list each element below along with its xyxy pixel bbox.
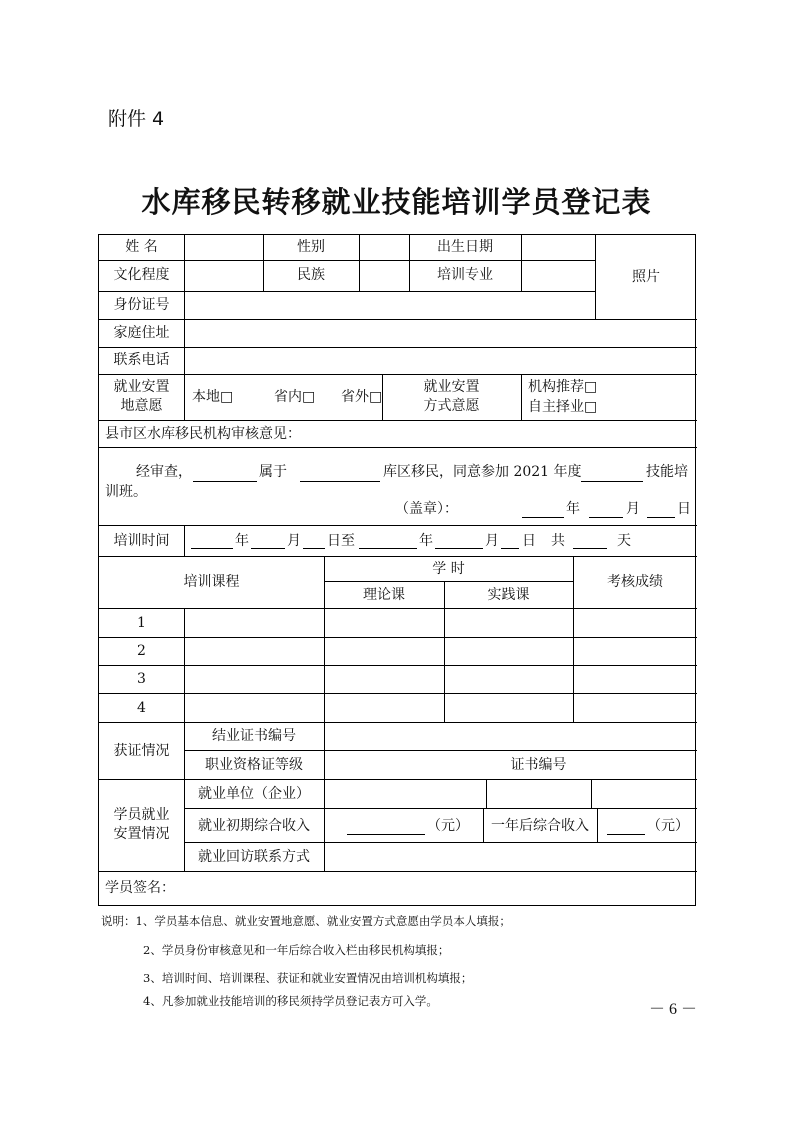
tt-day2: 日 bbox=[522, 533, 536, 549]
initial-income-underline[interactable] bbox=[347, 834, 425, 835]
tt-month2-underline[interactable] bbox=[435, 548, 483, 549]
after-year-income-label: 一年后综合收入 bbox=[491, 818, 589, 834]
birth-date-label: 出生日期 bbox=[437, 239, 493, 255]
note-line-1: 说明：1、学员基本信息、就业安置地意愿、就业安置方式意愿由学员本人填报； bbox=[101, 914, 511, 928]
course-row-number: 4 bbox=[137, 700, 146, 716]
placement-method-label-l2: 方式意愿 bbox=[423, 398, 480, 414]
review-year: 年 bbox=[566, 501, 580, 517]
name-label: 姓 名 bbox=[125, 239, 158, 255]
practice-header: 实践课 bbox=[487, 587, 530, 603]
course-row-number: 1 bbox=[137, 615, 146, 631]
registration-form bbox=[98, 234, 696, 906]
tt-year2-underline[interactable] bbox=[359, 548, 417, 549]
course-row-number: 3 bbox=[137, 671, 146, 687]
page-number: － 6 － bbox=[649, 1001, 698, 1018]
review-text-e: 训班。 bbox=[105, 484, 147, 500]
yuan-label: （元） bbox=[647, 818, 689, 834]
tt-year-underline[interactable] bbox=[191, 548, 233, 549]
option-out-province[interactable]: 省外□ bbox=[341, 389, 383, 405]
review-class-underline[interactable] bbox=[581, 481, 643, 482]
review-name-underline[interactable] bbox=[193, 481, 257, 482]
option-local[interactable]: 本地□ bbox=[192, 389, 234, 405]
hours-header: 学 时 bbox=[432, 561, 465, 577]
tt-month2: 月 bbox=[485, 533, 499, 549]
tt-days: 天 bbox=[617, 533, 631, 549]
review-text-d: 技能培 bbox=[646, 464, 688, 480]
education-label: 文化程度 bbox=[113, 267, 170, 283]
score-header: 考核成绩 bbox=[607, 574, 663, 590]
theory-header: 理论课 bbox=[363, 587, 405, 603]
home-address-label: 家庭住址 bbox=[113, 325, 170, 341]
after-year-income-underline[interactable] bbox=[607, 834, 645, 835]
review-text-c: 库区移民，同意参加 2021 年度 bbox=[383, 464, 582, 480]
employer-label: 就业单位（企业） bbox=[198, 786, 310, 802]
review-text-b: 属于 bbox=[259, 464, 287, 480]
attachment-label: 附件 4 bbox=[108, 108, 165, 130]
tt-day2-underline[interactable] bbox=[501, 548, 519, 549]
gender-label: 性别 bbox=[297, 239, 325, 255]
initial-income-label: 就业初期综合收入 bbox=[198, 818, 310, 834]
signature-label: 学员签名： bbox=[105, 880, 175, 896]
review-year-underline[interactable] bbox=[522, 517, 564, 518]
review-heading: 县市区水库移民机构审核意见： bbox=[105, 426, 301, 442]
seal-label: （盖章）： bbox=[395, 501, 458, 517]
review-reservoir-underline[interactable] bbox=[300, 481, 380, 482]
yuan-label: （元） bbox=[427, 818, 469, 834]
tt-year: 年 bbox=[235, 533, 249, 549]
tt-month-underline[interactable] bbox=[251, 548, 285, 549]
review-text-a: 经审查， bbox=[136, 464, 192, 480]
cert-no-label: 证书编号 bbox=[510, 757, 567, 773]
training-time-label: 培训时间 bbox=[113, 533, 170, 549]
qualification-level-label: 职业资格证等级 bbox=[205, 757, 303, 773]
employment-label-l2: 安置情况 bbox=[113, 826, 170, 842]
option-self-employment[interactable]: 自主择业□ bbox=[528, 399, 598, 415]
review-month: 月 bbox=[626, 501, 640, 517]
review-day: 日 bbox=[677, 501, 691, 517]
review-month-underline[interactable] bbox=[589, 517, 623, 518]
tt-day-underline[interactable] bbox=[303, 548, 325, 549]
placement-method-label-l1: 就业安置 bbox=[423, 379, 480, 395]
photo-label: 照片 bbox=[632, 269, 660, 285]
employment-label-l1: 学员就业 bbox=[113, 807, 170, 823]
training-major-label: 培训专业 bbox=[437, 267, 493, 283]
placement-region-label-l1: 就业安置 bbox=[113, 379, 170, 395]
placement-region-label-l2: 地意愿 bbox=[120, 398, 163, 414]
phone-label: 联系电话 bbox=[113, 352, 170, 368]
note-line-4: 4、凡参加就业技能培训的移民须持学员登记表方可入学。 bbox=[143, 994, 438, 1008]
course-header: 培训课程 bbox=[183, 574, 240, 590]
option-agency-recommend[interactable]: 机构推荐□ bbox=[528, 379, 598, 395]
id-number-label: 身份证号 bbox=[113, 297, 170, 313]
form-title: 水库移民转移就业技能培训学员登记表 bbox=[141, 185, 652, 219]
tt-month: 月 bbox=[287, 533, 301, 549]
note-line-3: 3、培训时间、培训课程、获证和就业安置情况由培训机构填报； bbox=[143, 971, 473, 985]
tt-total: 共 bbox=[551, 533, 565, 549]
course-row-number: 2 bbox=[137, 643, 146, 659]
certificate-label: 获证情况 bbox=[113, 743, 170, 759]
ethnicity-label: 民族 bbox=[297, 267, 325, 283]
option-in-province[interactable]: 省内□ bbox=[274, 389, 316, 405]
completion-cert-no-label: 结业证书编号 bbox=[212, 728, 296, 744]
tt-days-underline[interactable] bbox=[573, 548, 607, 549]
tt-day-to: 日至 bbox=[327, 533, 355, 549]
followup-contact-label: 就业回访联系方式 bbox=[198, 849, 310, 865]
review-day-underline[interactable] bbox=[647, 517, 675, 518]
tt-year2: 年 bbox=[419, 533, 433, 549]
note-line-2: 2、学员身份审核意见和一年后综合收入栏由移民机构填报； bbox=[143, 943, 450, 957]
